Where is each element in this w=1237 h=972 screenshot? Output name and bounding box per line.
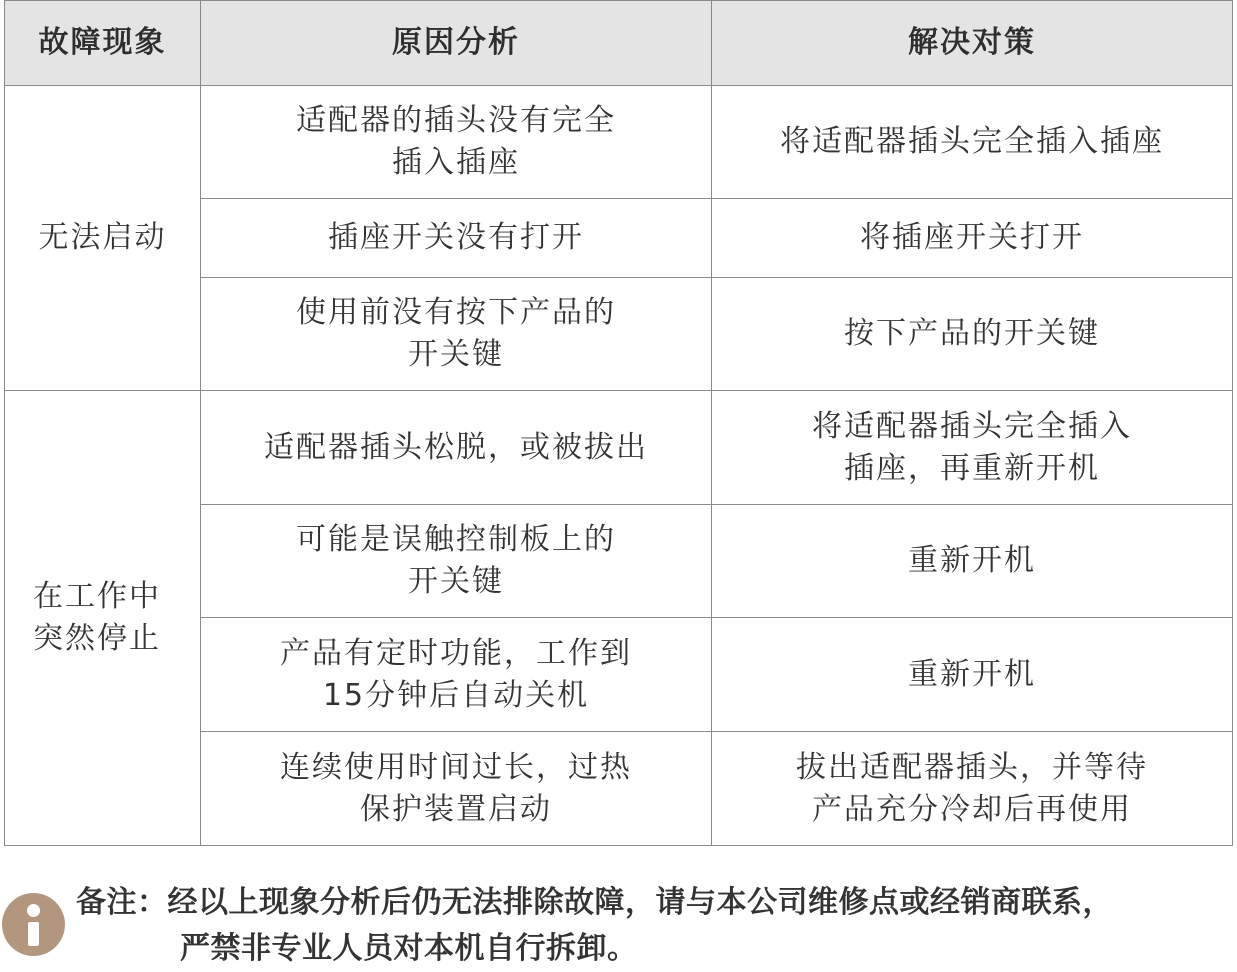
header-symptom: 故障现象 xyxy=(5,1,201,86)
solution-cell: 重新开机 xyxy=(712,505,1233,618)
troubleshooting-table xyxy=(4,0,1233,846)
solution-cell: 将适配器插头完全插入插座 xyxy=(712,86,1233,199)
note-line-1: 备注：经以上现象分析后仍无法排除故障，请与本公司维修点或经销商联系， xyxy=(76,885,1113,920)
cause-cell: 可能是误触控制板上的 开关键 xyxy=(201,505,712,618)
note-text xyxy=(76,880,1237,972)
solution-cell: 重新开机 xyxy=(712,618,1233,732)
cause-cell: 使用前没有按下产品的 开关键 xyxy=(201,278,712,391)
note-line-2: 严禁非专业人员对本机自行拆卸。 xyxy=(180,931,638,966)
table-header-row xyxy=(5,1,1233,86)
solution-cell: 拔出适配器插头，并等待 产品充分冷却后再使用 xyxy=(712,732,1233,846)
header-cause: 原因分析 xyxy=(201,1,712,86)
header-solution: 解决对策 xyxy=(712,1,1233,86)
table-row xyxy=(5,391,1233,505)
cause-cell: 插座开关没有打开 xyxy=(201,199,712,278)
info-icon xyxy=(2,893,65,956)
symptom-cell: 在工作中 突然停止 xyxy=(5,391,201,846)
solution-cell: 按下产品的开关键 xyxy=(712,278,1233,391)
cause-cell: 适配器的插头没有完全 插入插座 xyxy=(201,86,712,199)
note-section xyxy=(0,878,1237,969)
symptom-cell: 无法启动 xyxy=(5,86,201,391)
table-row xyxy=(5,86,1233,199)
cause-cell: 连续使用时间过长，过热 保护装置启动 xyxy=(201,732,712,846)
cause-cell: 产品有定时功能，工作到 15分钟后自动关机 xyxy=(201,618,712,732)
solution-cell: 将插座开关打开 xyxy=(712,199,1233,278)
solution-cell: 将适配器插头完全插入 插座，再重新开机 xyxy=(712,391,1233,505)
cause-cell: 适配器插头松脱，或被拔出 xyxy=(201,391,712,505)
